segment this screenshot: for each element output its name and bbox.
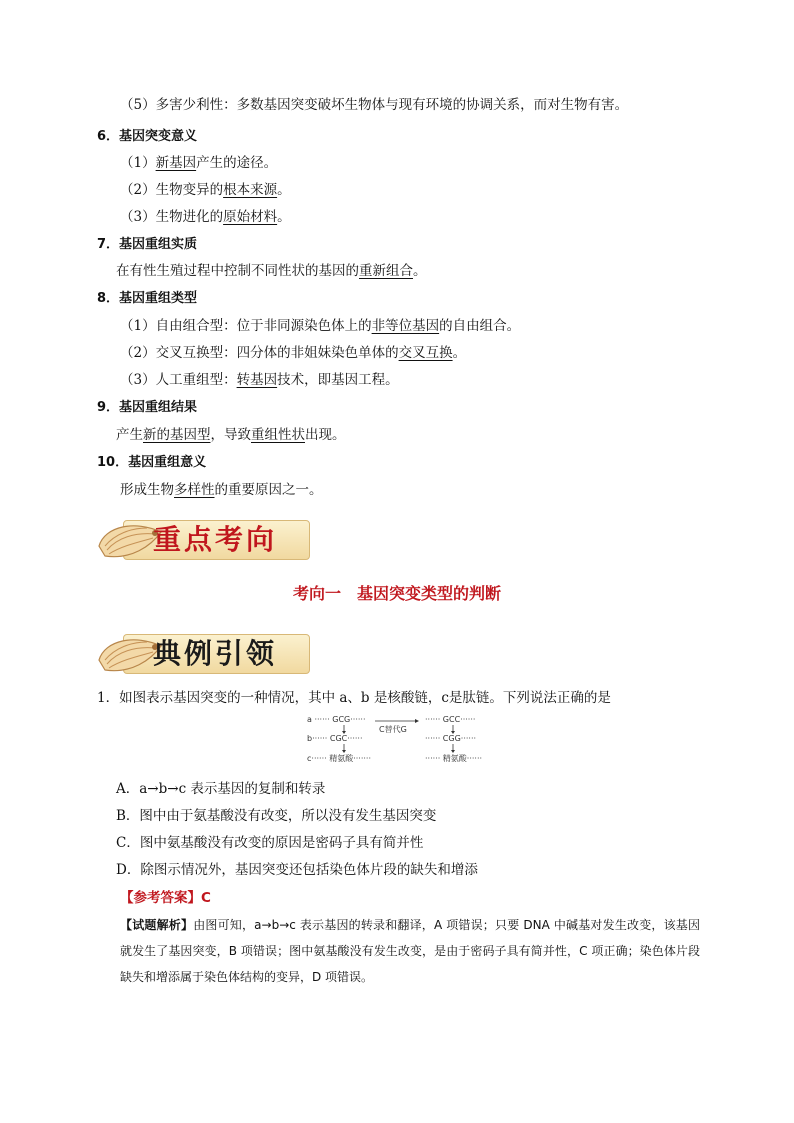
item-10: 形成生物多样性的重要原因之一。 <box>120 482 323 498</box>
banner-title: 典例引领 <box>153 637 278 670</box>
item-8-2: （2）交叉互换型：四分体的非姐妹染色单体的交叉互换。 <box>120 345 467 361</box>
item-7: 在有性生殖过程中控制不同性状的基因的重新组合。 <box>116 263 427 279</box>
example-banner <box>95 626 310 678</box>
diagram-b-left: b······ CGC······ <box>307 734 363 743</box>
item-6-1: （1）新基因产生的途径。 <box>120 155 278 171</box>
heading-9: 9．基因重组结果 <box>97 400 198 415</box>
heading-6: 6．基因突变意义 <box>97 129 198 144</box>
banner-title: 重点考向 <box>153 523 278 556</box>
key-directions-banner <box>95 512 310 564</box>
item-6-3: （3）生物进化的原始材料。 <box>120 209 291 225</box>
diagram-c-left: c······ 精氨酸······· <box>307 754 371 763</box>
option-d: D．除图示情况外，基因突变还包括染色体片段的缺失和增添 <box>116 862 478 878</box>
item-8-1: （1）自由组合型：位于非同源染色体上的非等位基因的自由组合。 <box>120 318 521 334</box>
diagram-b-right: ······ CGG······ <box>425 734 477 743</box>
heading-10: 10．基因重组意义 <box>97 455 207 470</box>
heading-7: 7．基因重组实质 <box>97 237 198 252</box>
item-9: 产生新的基因型，导致重组性状出现。 <box>116 427 346 443</box>
mutation-diagram <box>307 715 497 767</box>
answer-label: 【参考答案】C <box>120 890 211 906</box>
option-a: A．a→b→c 表示基因的复制和转录 <box>116 781 326 797</box>
question-stem: 1．如图表示基因突变的一种情况，其中 a、b 是核酸链，c是肽链。下列说法正确的是 <box>97 690 611 706</box>
option-b: B．图中由于氨基酸没有改变，所以没有发生基因突变 <box>116 808 437 824</box>
item-5: （5）多害少利性：多数基因突变破坏生物体与现有环境的协调关系，而对生物有害。 <box>120 97 629 113</box>
diagram-arrow-label: C替代G <box>379 725 407 734</box>
heading-8: 8．基因重组类型 <box>97 291 198 306</box>
explanation-text: 由图可知，a→b→c 表示基因的转录和翻译，A 项错误；只要 DNA 中碱基对发生改变，该基因就发生了基因突变，B 项错误；图中氨基酸没有发生改变，是由于密码子具有简并性，C 项正确；染色体片段缺失和增添属于染色体结构的变异，D 项错误。 <box>120 918 700 984</box>
section-title: 考向一 基因突变类型的判断 <box>292 584 501 603</box>
diagram-a-right: ······ GCC······ <box>425 715 476 724</box>
item-6-2: （2）生物变异的根本来源。 <box>120 182 291 198</box>
explanation <box>120 912 700 990</box>
option-c: C．图中氨基酸没有改变的原因是密码子具有简并性 <box>116 835 424 851</box>
explanation-label: 【试题解析】 <box>120 918 194 932</box>
diagram-c-right: ······ 精氨酸······ <box>425 754 483 763</box>
diagram-a-left: a ······ GCG······ <box>307 715 366 724</box>
item-8-3: （3）人工重组型：转基因技术，即基因工程。 <box>120 372 399 388</box>
